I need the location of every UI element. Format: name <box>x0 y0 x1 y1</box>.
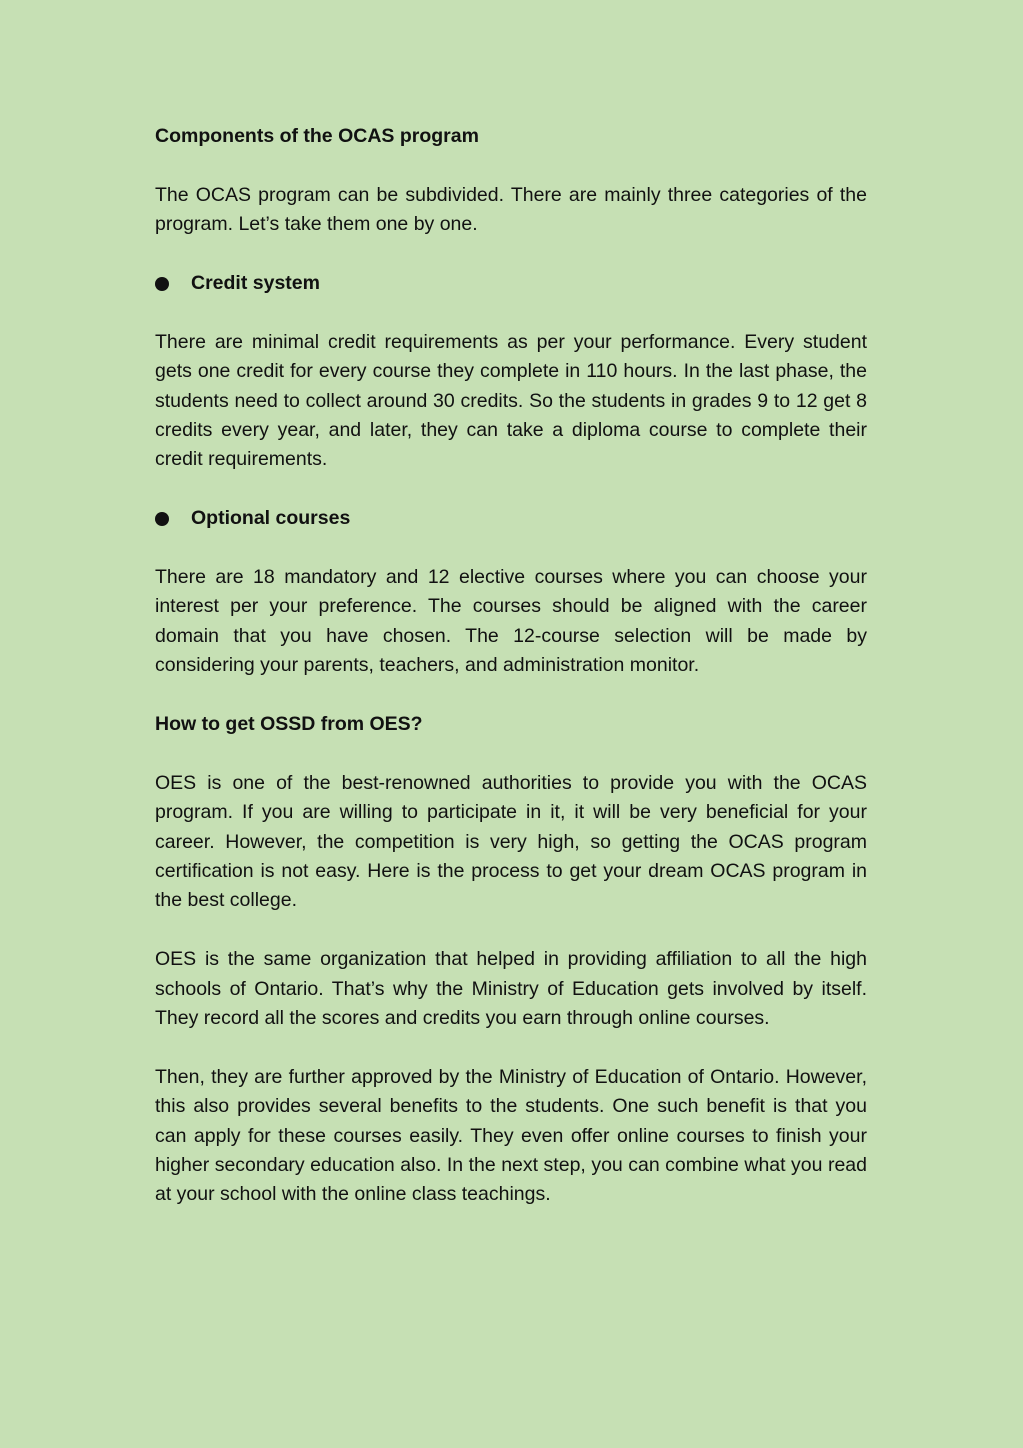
intro-paragraph: The OCAS program can be subdivided. There are mainly three categories of the program. Let’s take them one by one. <box>155 183 867 236</box>
bullet-dot-icon <box>155 277 169 291</box>
ossd-paragraph-3: Then, they are further approved by the Ministry of Education of Ontario. However, this also provides several benefits to the students. One such benefit is that you can apply for these courses easily. They even offer online courses to finish your higher secondary education also. In the next step, you can combine what you read at your school with the online class teachings. <box>155 1065 867 1206</box>
section-heading-components: Components of the OCAS program <box>155 125 479 147</box>
section-heading-ossd: How to get OSSD from OES? <box>155 713 423 736</box>
optional-courses-paragraph: There are 18 mandatory and 12 elective courses where you can choose your interest per your preference. The courses should be aligned with the career domain that you have chosen. The 12-course selection will be made by considering your parents, teachers, and administration monitor. <box>155 566 867 677</box>
ossd-paragraph-1: OES is one of the best-renowned authorities to provide you with the OCAS program. If you are willing to participate in it, it will be very beneficial for your career. However, the competition is very high, so getting the OCAS program certification is not easy. Here is the process to get your dream OCAS program in the best college. <box>155 771 867 912</box>
document-content <box>155 122 867 1239</box>
credit-system-paragraph: There are minimal credit requirements as per your performance. Every student gets one credit for every course they complete in 110 hours. In the last phase, the students need to collect around 30 credits. So the students in grades 9 to 12 get 8 credits every year, and later, they can take a diploma course to complete their credit requirements. <box>155 330 867 471</box>
bullet-title: Optional courses <box>191 507 351 530</box>
bullet-title: Credit system <box>191 272 320 294</box>
bullet-optional-courses <box>155 504 867 533</box>
bullet-dot-icon <box>155 512 169 526</box>
bullet-credit-system <box>155 269 867 298</box>
ossd-paragraph-2: OES is the same organization that helped in providing affiliation to all the high schools of Ontario. That’s why the Ministry of Education gets involved by itself. They record all the scores and credits you earn through online courses. <box>155 948 867 1030</box>
